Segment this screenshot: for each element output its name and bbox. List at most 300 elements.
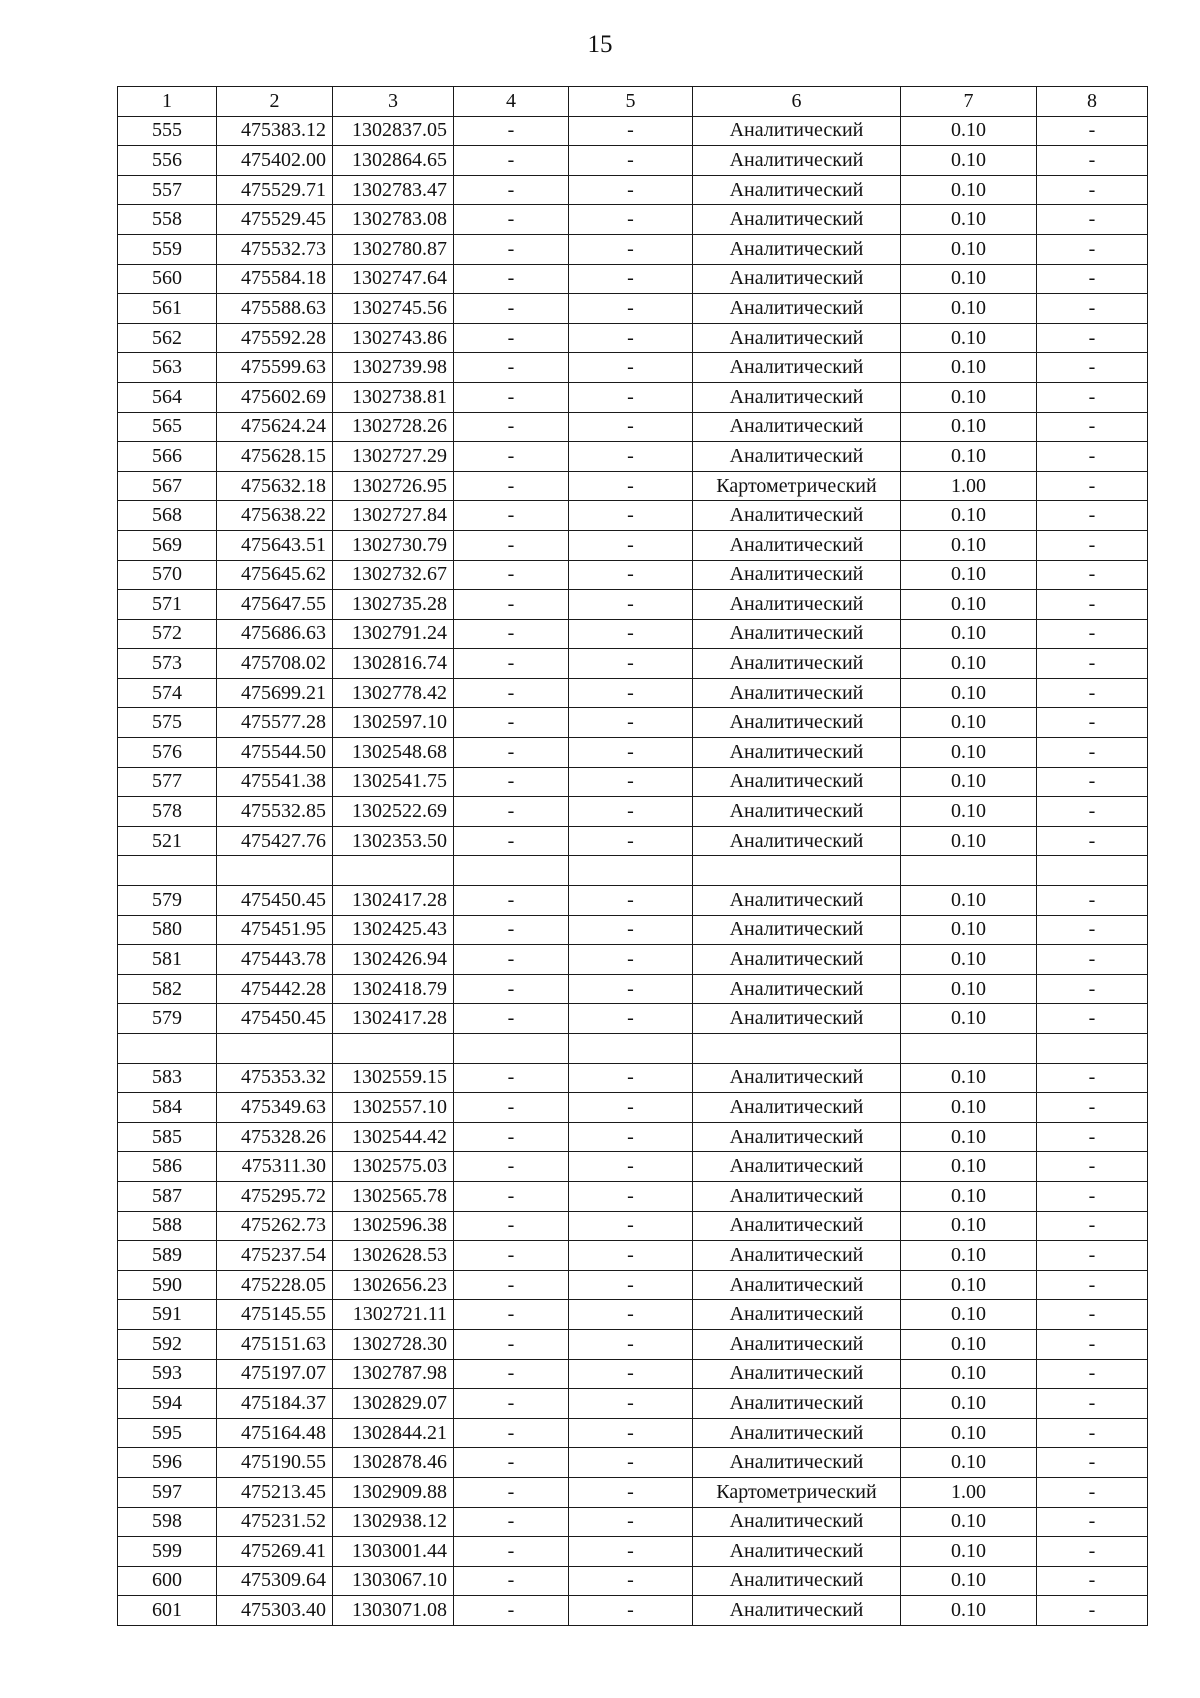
- column-8-cell: -: [1037, 205, 1148, 235]
- accuracy-cell: 0.10: [901, 1507, 1037, 1537]
- y-coordinate-cell: 1302878.46: [333, 1448, 454, 1478]
- column-4-cell: [454, 856, 569, 886]
- x-coordinate-cell: 475427.76: [217, 826, 333, 856]
- accuracy-cell: 0.10: [901, 1241, 1037, 1271]
- method-cell: [693, 1034, 901, 1064]
- separator-row: [118, 1034, 1148, 1064]
- column-4-cell: -: [454, 1241, 569, 1271]
- accuracy-cell: 0.10: [901, 146, 1037, 176]
- accuracy-cell: [901, 856, 1037, 886]
- point-number-cell: 589: [118, 1241, 217, 1271]
- column-5-cell: -: [569, 915, 693, 945]
- x-coordinate-cell: 475262.73: [217, 1211, 333, 1241]
- x-coordinate-cell: 475151.63: [217, 1329, 333, 1359]
- table-row: [118, 501, 1148, 531]
- column-8-cell: -: [1037, 1389, 1148, 1419]
- accuracy-cell: 0.10: [901, 501, 1037, 531]
- table-row: [118, 1448, 1148, 1478]
- column-8-cell: -: [1037, 1596, 1148, 1626]
- method-cell: Аналитический: [693, 1448, 901, 1478]
- column-5-cell: -: [569, 1093, 693, 1123]
- column-8-cell: -: [1037, 1537, 1148, 1567]
- column-5-cell: -: [569, 1211, 693, 1241]
- method-cell: Аналитический: [693, 886, 901, 916]
- method-cell: Аналитический: [693, 1596, 901, 1626]
- table-row: [118, 116, 1148, 146]
- y-coordinate-cell: 1302417.28: [333, 1004, 454, 1034]
- accuracy-cell: 0.10: [901, 619, 1037, 649]
- accuracy-cell: 0.10: [901, 767, 1037, 797]
- table-row: [118, 353, 1148, 383]
- point-number-cell: 555: [118, 116, 217, 146]
- column-8-cell: [1037, 856, 1148, 886]
- x-coordinate-cell: 475624.24: [217, 412, 333, 442]
- method-cell: Аналитический: [693, 678, 901, 708]
- table-row: [118, 1063, 1148, 1093]
- y-coordinate-cell: 1303071.08: [333, 1596, 454, 1626]
- column-4-cell: -: [454, 353, 569, 383]
- table-row: [118, 294, 1148, 324]
- point-number-cell: 569: [118, 530, 217, 560]
- x-coordinate-cell: 475295.72: [217, 1181, 333, 1211]
- x-coordinate-cell: 475638.22: [217, 501, 333, 531]
- column-8-cell: -: [1037, 1181, 1148, 1211]
- accuracy-cell: 0.10: [901, 1152, 1037, 1182]
- point-number-cell: 572: [118, 619, 217, 649]
- y-coordinate-cell: 1302829.07: [333, 1389, 454, 1419]
- method-cell: Аналитический: [693, 826, 901, 856]
- table-row: [118, 1122, 1148, 1152]
- method-cell: Аналитический: [693, 264, 901, 294]
- point-number-cell: 570: [118, 560, 217, 590]
- accuracy-cell: 0.10: [901, 1063, 1037, 1093]
- column-4-cell: -: [454, 205, 569, 235]
- point-number-cell: 579: [118, 1004, 217, 1034]
- column-4-cell: -: [454, 1152, 569, 1182]
- column-4-cell: -: [454, 1537, 569, 1567]
- column-4-cell: -: [454, 264, 569, 294]
- accuracy-cell: 0.10: [901, 1537, 1037, 1567]
- y-coordinate-cell: 1302778.42: [333, 678, 454, 708]
- point-number-cell: 597: [118, 1477, 217, 1507]
- column-4-cell: -: [454, 974, 569, 1004]
- y-coordinate-cell: 1302544.42: [333, 1122, 454, 1152]
- point-number-cell: 587: [118, 1181, 217, 1211]
- point-number-cell: 598: [118, 1507, 217, 1537]
- accuracy-cell: 0.10: [901, 797, 1037, 827]
- x-coordinate-cell: 475577.28: [217, 708, 333, 738]
- x-coordinate-cell: 475645.62: [217, 560, 333, 590]
- y-coordinate-cell: 1303067.10: [333, 1566, 454, 1596]
- column-8-cell: -: [1037, 649, 1148, 679]
- accuracy-cell: 0.10: [901, 175, 1037, 205]
- column-5-cell: -: [569, 886, 693, 916]
- table-row: [118, 1093, 1148, 1123]
- point-number-cell: 558: [118, 205, 217, 235]
- column-8-cell: -: [1037, 826, 1148, 856]
- column-4-cell: -: [454, 1329, 569, 1359]
- x-coordinate-cell: 475643.51: [217, 530, 333, 560]
- column-4-cell: -: [454, 442, 569, 472]
- x-coordinate-cell: 475237.54: [217, 1241, 333, 1271]
- table-row: [118, 442, 1148, 472]
- y-coordinate-cell: 1302417.28: [333, 886, 454, 916]
- column-5-cell: [569, 856, 693, 886]
- column-4-cell: -: [454, 1211, 569, 1241]
- point-number-cell: [118, 1034, 217, 1064]
- column-4-cell: -: [454, 1566, 569, 1596]
- header-cell: 7: [901, 87, 1037, 117]
- accuracy-cell: 0.10: [901, 1093, 1037, 1123]
- header-cell: 2: [217, 87, 333, 117]
- column-5-cell: -: [569, 1063, 693, 1093]
- column-8-cell: -: [1037, 560, 1148, 590]
- column-5-cell: -: [569, 619, 693, 649]
- column-8-cell: -: [1037, 1093, 1148, 1123]
- y-coordinate-cell: 1302745.56: [333, 294, 454, 324]
- y-coordinate-cell: 1302844.21: [333, 1418, 454, 1448]
- table-row: [118, 382, 1148, 412]
- y-coordinate-cell: 1302735.28: [333, 590, 454, 620]
- column-5-cell: -: [569, 649, 693, 679]
- column-8-cell: -: [1037, 1152, 1148, 1182]
- point-number-cell: 588: [118, 1211, 217, 1241]
- column-5-cell: -: [569, 1241, 693, 1271]
- point-number-cell: 565: [118, 412, 217, 442]
- accuracy-cell: 0.10: [901, 678, 1037, 708]
- accuracy-cell: 0.10: [901, 1211, 1037, 1241]
- method-cell: Аналитический: [693, 1300, 901, 1330]
- accuracy-cell: 0.10: [901, 205, 1037, 235]
- point-number-cell: 575: [118, 708, 217, 738]
- header-cell: 1: [118, 87, 217, 117]
- coordinates-table: [117, 86, 1148, 1626]
- method-cell: Аналитический: [693, 1063, 901, 1093]
- y-coordinate-cell: 1302728.30: [333, 1329, 454, 1359]
- accuracy-cell: 0.10: [901, 442, 1037, 472]
- column-8-cell: -: [1037, 501, 1148, 531]
- point-number-cell: 580: [118, 915, 217, 945]
- column-4-cell: -: [454, 116, 569, 146]
- column-8-cell: -: [1037, 1063, 1148, 1093]
- point-number-cell: 594: [118, 1389, 217, 1419]
- column-5-cell: -: [569, 1122, 693, 1152]
- column-4-cell: -: [454, 738, 569, 768]
- column-5-cell: -: [569, 205, 693, 235]
- method-cell: Аналитический: [693, 442, 901, 472]
- point-number-cell: 591: [118, 1300, 217, 1330]
- column-5-cell: -: [569, 501, 693, 531]
- method-cell: Аналитический: [693, 1152, 901, 1182]
- accuracy-cell: 0.10: [901, 116, 1037, 146]
- table-row: [118, 1241, 1148, 1271]
- column-5-cell: -: [569, 1507, 693, 1537]
- column-4-cell: -: [454, 767, 569, 797]
- x-coordinate-cell: 475451.95: [217, 915, 333, 945]
- accuracy-cell: 0.10: [901, 974, 1037, 1004]
- column-5-cell: -: [569, 1329, 693, 1359]
- y-coordinate-cell: 1302418.79: [333, 974, 454, 1004]
- table-row: [118, 1418, 1148, 1448]
- y-coordinate-cell: 1302783.08: [333, 205, 454, 235]
- header-row: [118, 87, 1148, 117]
- column-4-cell: -: [454, 175, 569, 205]
- accuracy-cell: 0.10: [901, 708, 1037, 738]
- column-8-cell: -: [1037, 175, 1148, 205]
- accuracy-cell: 0.10: [901, 1122, 1037, 1152]
- method-cell: Аналитический: [693, 974, 901, 1004]
- accuracy-cell: 0.10: [901, 1418, 1037, 1448]
- column-8-cell: -: [1037, 530, 1148, 560]
- point-number-cell: 574: [118, 678, 217, 708]
- column-5-cell: -: [569, 146, 693, 176]
- method-cell: Аналитический: [693, 1241, 901, 1271]
- point-number-cell: 566: [118, 442, 217, 472]
- method-cell: Аналитический: [693, 146, 901, 176]
- method-cell: Аналитический: [693, 1122, 901, 1152]
- accuracy-cell: 0.10: [901, 1300, 1037, 1330]
- table-row: [118, 915, 1148, 945]
- column-4-cell: -: [454, 915, 569, 945]
- y-coordinate-cell: 1302721.11: [333, 1300, 454, 1330]
- method-cell: Аналитический: [693, 1537, 901, 1567]
- column-8-cell: -: [1037, 945, 1148, 975]
- point-number-cell: 557: [118, 175, 217, 205]
- column-8-cell: -: [1037, 294, 1148, 324]
- column-5-cell: -: [569, 1537, 693, 1567]
- x-coordinate-cell: 475213.45: [217, 1477, 333, 1507]
- method-cell: Аналитический: [693, 1270, 901, 1300]
- column-8-cell: -: [1037, 708, 1148, 738]
- x-coordinate-cell: 475450.45: [217, 886, 333, 916]
- column-4-cell: -: [454, 294, 569, 324]
- column-5-cell: -: [569, 530, 693, 560]
- accuracy-cell: 0.10: [901, 915, 1037, 945]
- column-5-cell: -: [569, 708, 693, 738]
- x-coordinate-cell: [217, 1034, 333, 1064]
- y-coordinate-cell: 1302597.10: [333, 708, 454, 738]
- column-4-cell: -: [454, 1418, 569, 1448]
- column-8-cell: -: [1037, 915, 1148, 945]
- column-4-cell: -: [454, 619, 569, 649]
- y-coordinate-cell: 1302353.50: [333, 826, 454, 856]
- method-cell: Аналитический: [693, 205, 901, 235]
- point-number-cell: 581: [118, 945, 217, 975]
- method-cell: Аналитический: [693, 619, 901, 649]
- point-number-cell: 599: [118, 1537, 217, 1567]
- table-row: [118, 1507, 1148, 1537]
- accuracy-cell: 0.10: [901, 560, 1037, 590]
- method-cell: Картометрический: [693, 1477, 901, 1507]
- table-row: [118, 1389, 1148, 1419]
- table-row: [118, 1270, 1148, 1300]
- column-5-cell: -: [569, 1181, 693, 1211]
- method-cell: Аналитический: [693, 590, 901, 620]
- x-coordinate-cell: 475532.85: [217, 797, 333, 827]
- table-row: [118, 560, 1148, 590]
- column-8-cell: -: [1037, 767, 1148, 797]
- table-row: [118, 1477, 1148, 1507]
- column-8-cell: -: [1037, 234, 1148, 264]
- column-4-cell: -: [454, 1063, 569, 1093]
- y-coordinate-cell: 1302738.81: [333, 382, 454, 412]
- x-coordinate-cell: 475647.55: [217, 590, 333, 620]
- table-row: [118, 264, 1148, 294]
- column-8-cell: -: [1037, 412, 1148, 442]
- x-coordinate-cell: 475686.63: [217, 619, 333, 649]
- column-8-cell: -: [1037, 678, 1148, 708]
- column-4-cell: -: [454, 471, 569, 501]
- column-5-cell: -: [569, 1596, 693, 1626]
- column-5-cell: -: [569, 175, 693, 205]
- table-row: [118, 205, 1148, 235]
- separator-row: [118, 856, 1148, 886]
- table-row: [118, 234, 1148, 264]
- y-coordinate-cell: 1302837.05: [333, 116, 454, 146]
- column-8-cell: -: [1037, 1004, 1148, 1034]
- column-5-cell: -: [569, 560, 693, 590]
- method-cell: Аналитический: [693, 1329, 901, 1359]
- accuracy-cell: 0.10: [901, 590, 1037, 620]
- point-number-cell: 586: [118, 1152, 217, 1182]
- y-coordinate-cell: 1302743.86: [333, 323, 454, 353]
- column-4-cell: -: [454, 1596, 569, 1626]
- column-5-cell: -: [569, 1300, 693, 1330]
- table-row: [118, 738, 1148, 768]
- y-coordinate-cell: 1302780.87: [333, 234, 454, 264]
- column-4-cell: -: [454, 590, 569, 620]
- x-coordinate-cell: 475592.28: [217, 323, 333, 353]
- accuracy-cell: 0.10: [901, 530, 1037, 560]
- accuracy-cell: 0.10: [901, 886, 1037, 916]
- accuracy-cell: 0.10: [901, 264, 1037, 294]
- column-8-cell: -: [1037, 1329, 1148, 1359]
- y-coordinate-cell: 1302864.65: [333, 146, 454, 176]
- header-cell: 3: [333, 87, 454, 117]
- point-number-cell: 592: [118, 1329, 217, 1359]
- point-number-cell: 576: [118, 738, 217, 768]
- accuracy-cell: 0.10: [901, 1448, 1037, 1478]
- column-5-cell: -: [569, 797, 693, 827]
- x-coordinate-cell: [217, 856, 333, 886]
- column-8-cell: -: [1037, 974, 1148, 1004]
- x-coordinate-cell: 475628.15: [217, 442, 333, 472]
- column-5-cell: -: [569, 1152, 693, 1182]
- y-coordinate-cell: 1302559.15: [333, 1063, 454, 1093]
- y-coordinate-cell: 1302730.79: [333, 530, 454, 560]
- table-row: [118, 1300, 1148, 1330]
- x-coordinate-cell: 475349.63: [217, 1093, 333, 1123]
- x-coordinate-cell: 475544.50: [217, 738, 333, 768]
- table-row: [118, 1329, 1148, 1359]
- method-cell: Аналитический: [693, 323, 901, 353]
- x-coordinate-cell: 475311.30: [217, 1152, 333, 1182]
- column-5-cell: -: [569, 323, 693, 353]
- table-row: [118, 1004, 1148, 1034]
- accuracy-cell: 0.10: [901, 1181, 1037, 1211]
- x-coordinate-cell: 475443.78: [217, 945, 333, 975]
- point-number-cell: 601: [118, 1596, 217, 1626]
- method-cell: Аналитический: [693, 945, 901, 975]
- column-5-cell: -: [569, 353, 693, 383]
- column-8-cell: -: [1037, 323, 1148, 353]
- column-4-cell: -: [454, 826, 569, 856]
- table-row: [118, 1359, 1148, 1389]
- x-coordinate-cell: 475190.55: [217, 1448, 333, 1478]
- accuracy-cell: 0.10: [901, 1270, 1037, 1300]
- table-row: [118, 974, 1148, 1004]
- method-cell: Аналитический: [693, 1211, 901, 1241]
- header-cell: 4: [454, 87, 569, 117]
- point-number-cell: 563: [118, 353, 217, 383]
- x-coordinate-cell: 475450.45: [217, 1004, 333, 1034]
- y-coordinate-cell: 1302728.26: [333, 412, 454, 442]
- column-4-cell: -: [454, 1507, 569, 1537]
- method-cell: Аналитический: [693, 530, 901, 560]
- y-coordinate-cell: 1302727.29: [333, 442, 454, 472]
- method-cell: Аналитический: [693, 1359, 901, 1389]
- table-row: [118, 1181, 1148, 1211]
- column-5-cell: -: [569, 1389, 693, 1419]
- x-coordinate-cell: 475599.63: [217, 353, 333, 383]
- point-number-cell: 579: [118, 886, 217, 916]
- column-5-cell: -: [569, 767, 693, 797]
- column-8-cell: -: [1037, 264, 1148, 294]
- column-8-cell: -: [1037, 1241, 1148, 1271]
- point-number-cell: 590: [118, 1270, 217, 1300]
- method-cell: Аналитический: [693, 915, 901, 945]
- column-5-cell: -: [569, 412, 693, 442]
- column-4-cell: [454, 1034, 569, 1064]
- x-coordinate-cell: 475303.40: [217, 1596, 333, 1626]
- column-8-cell: -: [1037, 382, 1148, 412]
- y-coordinate-cell: 1302575.03: [333, 1152, 454, 1182]
- table-row: [118, 945, 1148, 975]
- x-coordinate-cell: 475529.45: [217, 205, 333, 235]
- column-4-cell: -: [454, 1122, 569, 1152]
- table-row: [118, 590, 1148, 620]
- column-8-cell: -: [1037, 1507, 1148, 1537]
- accuracy-cell: 0.10: [901, 738, 1037, 768]
- accuracy-cell: 0.10: [901, 323, 1037, 353]
- column-5-cell: -: [569, 264, 693, 294]
- column-4-cell: -: [454, 797, 569, 827]
- accuracy-cell: 0.10: [901, 1596, 1037, 1626]
- x-coordinate-cell: 475632.18: [217, 471, 333, 501]
- accuracy-cell: [901, 1034, 1037, 1064]
- accuracy-cell: 0.10: [901, 826, 1037, 856]
- column-8-cell: -: [1037, 1448, 1148, 1478]
- y-coordinate-cell: 1302656.23: [333, 1270, 454, 1300]
- x-coordinate-cell: 475228.05: [217, 1270, 333, 1300]
- column-4-cell: -: [454, 234, 569, 264]
- table-row: [118, 1211, 1148, 1241]
- x-coordinate-cell: 475708.02: [217, 649, 333, 679]
- column-8-cell: -: [1037, 442, 1148, 472]
- x-coordinate-cell: 475328.26: [217, 1122, 333, 1152]
- column-5-cell: -: [569, 382, 693, 412]
- column-8-cell: -: [1037, 1566, 1148, 1596]
- point-number-cell: 583: [118, 1063, 217, 1093]
- x-coordinate-cell: 475588.63: [217, 294, 333, 324]
- point-number-cell: 562: [118, 323, 217, 353]
- point-number-cell: 564: [118, 382, 217, 412]
- column-8-cell: -: [1037, 146, 1148, 176]
- accuracy-cell: 0.10: [901, 294, 1037, 324]
- column-4-cell: -: [454, 1181, 569, 1211]
- table-row: [118, 797, 1148, 827]
- page-number: 15: [587, 31, 613, 58]
